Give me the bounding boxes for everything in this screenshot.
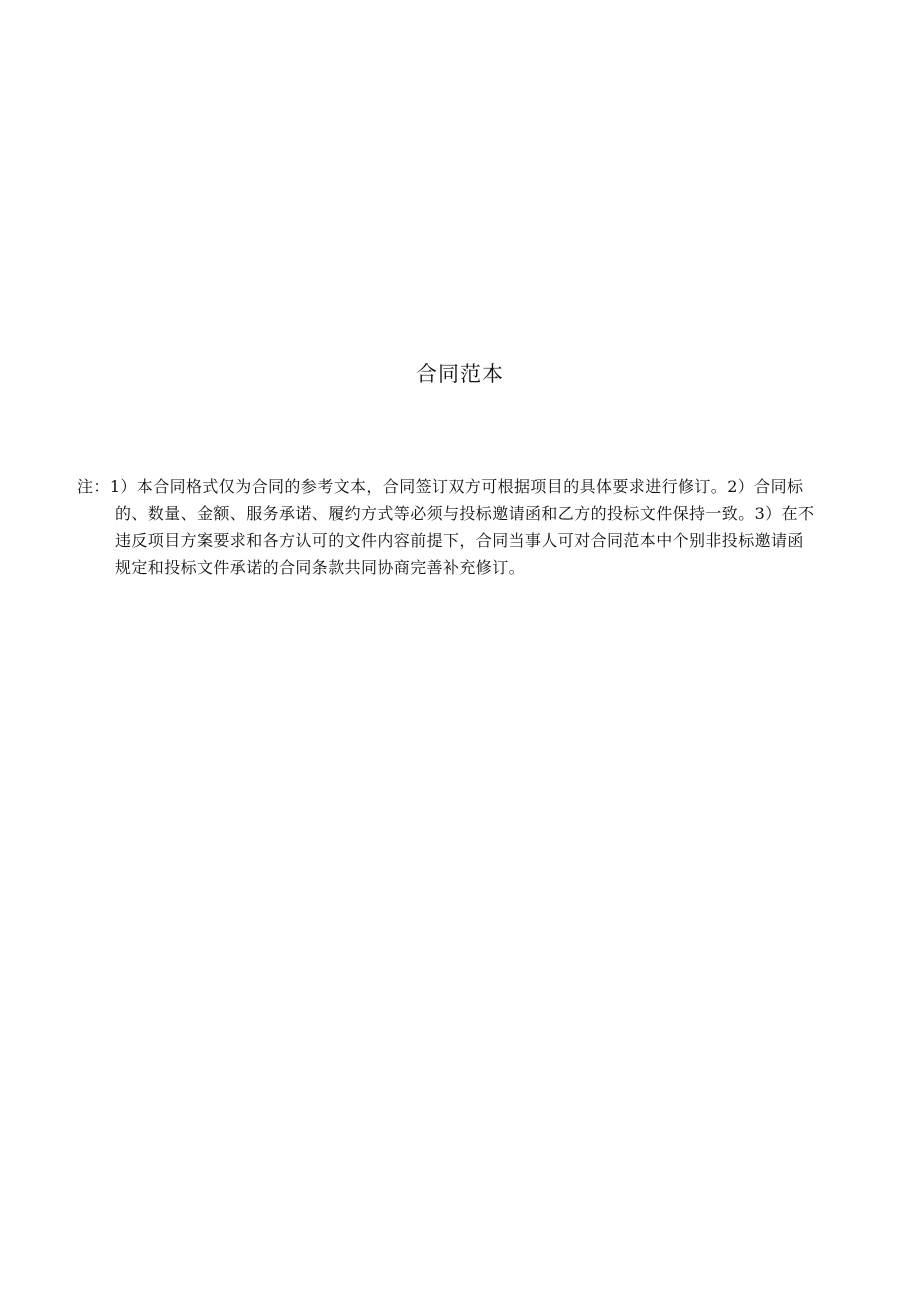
note-line-1-text: 1）本合同格式仅为合同的参考文本，合同签订双方可根据项目的具体要求进行修订。2）合同标 [109, 477, 804, 496]
note-line-1 [77, 473, 814, 500]
note-body [77, 473, 815, 581]
note-line-3: 违反项目方案要求和各方认可的文件内容前提下，合同当事人可对合同范本中个别非投标邀请函 [115, 531, 804, 550]
note-line-2: 的、数量、金额、服务承诺、履约方式等必须与投标邀请函和乙方的投标文件保持一致。3）在不 [115, 504, 815, 523]
note-label: 注： [77, 477, 110, 496]
page-title: 合同范本 [416, 362, 504, 386]
note-line-4: 规定和投标文件承诺的合同条款共同协商完善补充修订。 [115, 558, 526, 577]
note-paragraph [77, 473, 842, 581]
